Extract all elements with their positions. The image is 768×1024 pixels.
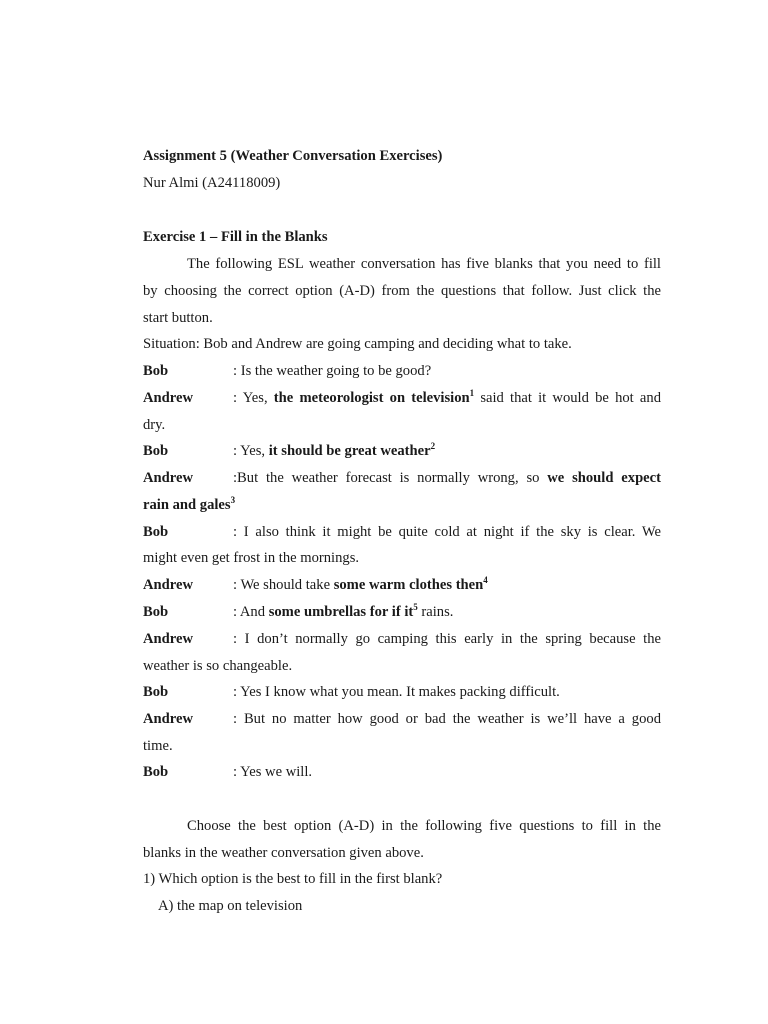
author-line: Nur Almi (A24118009): [143, 175, 281, 191]
exercise-title: Exercise 1 – Fill in the Blanks: [143, 229, 328, 245]
dialogue-text: : Yes we will.: [233, 764, 313, 780]
blank-phrase-3a: we should expect: [547, 470, 661, 486]
speaker-andrew: Andrew: [143, 390, 194, 406]
dialogue-text: : I also think it might be quite cold at night if the sky is clear. We: [233, 524, 661, 540]
dialogue-line-10-cont: time.: [143, 738, 173, 754]
dialogue-line-9: [143, 684, 560, 701]
dialogue-line-2: [143, 390, 661, 407]
speaker-bob: Bob: [143, 524, 169, 540]
instructions-line-2: blanks in the weather conversation given above.: [143, 845, 424, 861]
speaker-andrew: Andrew: [143, 577, 194, 593]
blank-phrase-5: some umbrellas for if it: [268, 604, 414, 620]
dialogue-text: : Yes,: [233, 390, 274, 406]
dialogue-text: : And: [233, 604, 269, 620]
dialogue-text: rains.: [417, 604, 454, 620]
dialogue-line-8-cont: weather is so changeable.: [143, 658, 293, 674]
dialogue-line-7: [143, 604, 453, 621]
dialogue-line-1: [143, 363, 431, 380]
dialogue-text: : But no matter how good or bad the weather is we’ll have a good: [233, 711, 661, 727]
footnote-4: 4: [483, 575, 488, 585]
footnote-5: 5: [413, 602, 418, 612]
dialogue-line-4-cont: [143, 497, 235, 514]
speaker-bob: Bob: [143, 604, 169, 620]
speaker-bob: Bob: [143, 363, 169, 379]
speaker-andrew: Andrew: [143, 631, 194, 647]
dialogue-text: :But the weather forecast is normally wrong, so: [233, 470, 548, 486]
footnote-1: 1: [469, 388, 475, 398]
dialogue-line-8: [143, 631, 661, 648]
dialogue-line-2-cont: dry.: [143, 417, 166, 433]
intro-line-2: by choosing the correct option (A-D) from the questions that follow. Just click the: [143, 283, 661, 299]
footnote-2: 2: [430, 441, 436, 451]
dialogue-line-5-cont: might even get frost in the mornings.: [143, 550, 360, 566]
dialogue-line-3: [143, 443, 435, 460]
speaker-bob: Bob: [143, 443, 169, 459]
blank-phrase-1: the meteorologist on television: [273, 390, 470, 406]
dialogue-text: : Yes I know what you mean. It makes packing difficult.: [233, 684, 560, 700]
blank-phrase-4: some warm clothes then: [333, 577, 484, 593]
intro-line-3: start button.: [143, 310, 213, 326]
instructions-line-1: Choose the best option (A-D) in the following five questions to fill in the: [187, 818, 661, 834]
dialogue-text: : Is the weather going to be good?: [233, 363, 432, 379]
speaker-andrew: Andrew: [143, 711, 194, 727]
option-a: A) the map on television: [158, 898, 303, 914]
dialogue-line-10: [143, 711, 661, 728]
assignment-title: Assignment 5 (Weather Conversation Exercises): [143, 148, 443, 164]
dialogue-text: : I don’t normally go camping this early in the spring because the: [233, 631, 661, 647]
blank-phrase-3b: rain and gales: [143, 497, 231, 513]
dialogue-line-11: [143, 764, 312, 781]
dialogue-text: : Yes,: [233, 443, 269, 459]
intro-line-1: The following ESL weather conversation has five blanks that you need to fill: [187, 256, 661, 272]
speaker-bob: Bob: [143, 764, 169, 780]
dialogue-text: : We should take: [233, 577, 334, 593]
dialogue-line-6: [143, 577, 488, 594]
dialogue-line-4: [143, 470, 661, 487]
speaker-andrew: Andrew: [143, 470, 194, 486]
speaker-bob: Bob: [143, 684, 169, 700]
dialogue-text: said that it would be hot and: [474, 390, 661, 406]
question-1: 1) Which option is the best to fill in the first blank?: [143, 871, 443, 887]
footnote-3: 3: [230, 495, 236, 505]
dialogue-line-5: [143, 524, 661, 541]
situation-line: Situation: Bob and Andrew are going camping and deciding what to take.: [143, 336, 572, 352]
blank-phrase-2: it should be great weather: [268, 443, 431, 459]
